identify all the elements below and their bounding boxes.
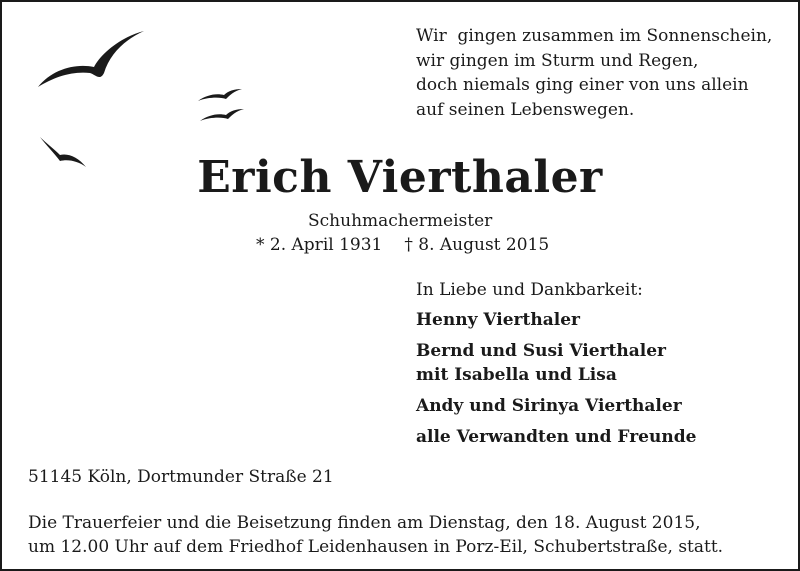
bird-icon [200,109,244,121]
mourner-group [416,308,696,332]
mourner-group [416,394,696,418]
mourner-line: alle Verwandten und Freunde [416,427,697,447]
mourners-list [416,308,696,456]
mourners-intro: In Liebe und Dankbarkeit: [416,280,643,300]
poem-line: doch niemals ging einer von uns allein [416,75,749,95]
ceremony-info [28,511,723,559]
death-date: † 8. August 2015 [404,235,550,255]
mourner-line: Andy und Sirinya Vierthaler [416,396,682,416]
life-dates [256,235,549,255]
bird-icon [38,31,144,87]
mourner-group [416,425,696,449]
poem-line: auf seinen Lebenswegen. [416,99,635,120]
ceremony-line: um 12.00 Uhr auf dem Friedhof Leidenhausen in Porz-Eil, Schubertstraße, statt. [28,537,724,557]
birth-date: * 2. April 1931 [256,235,383,255]
poem [416,24,772,122]
mourner-group [416,339,696,387]
mourner-line: Bernd und Susi Vierthaler [416,341,666,361]
address: 51145 Köln, Dortmunder Straße 21 [28,467,334,487]
poem-line: Wir gingen zusammen im Sonnenschein, [416,26,773,46]
bird-icon [198,89,242,101]
ceremony-line: Die Trauerfeier und die Beisetzung finden am Dienstag, den 18. August 2015, [28,513,701,533]
mourner-line: mit Isabella und Lisa [416,365,617,385]
deceased-name: Erich Vierthaler [197,152,603,203]
profession: Schuhmachermeister [308,211,493,231]
mourner-line: Henny Vierthaler [416,310,580,330]
poem-line: wir gingen im Sturm und Regen, [416,50,699,71]
